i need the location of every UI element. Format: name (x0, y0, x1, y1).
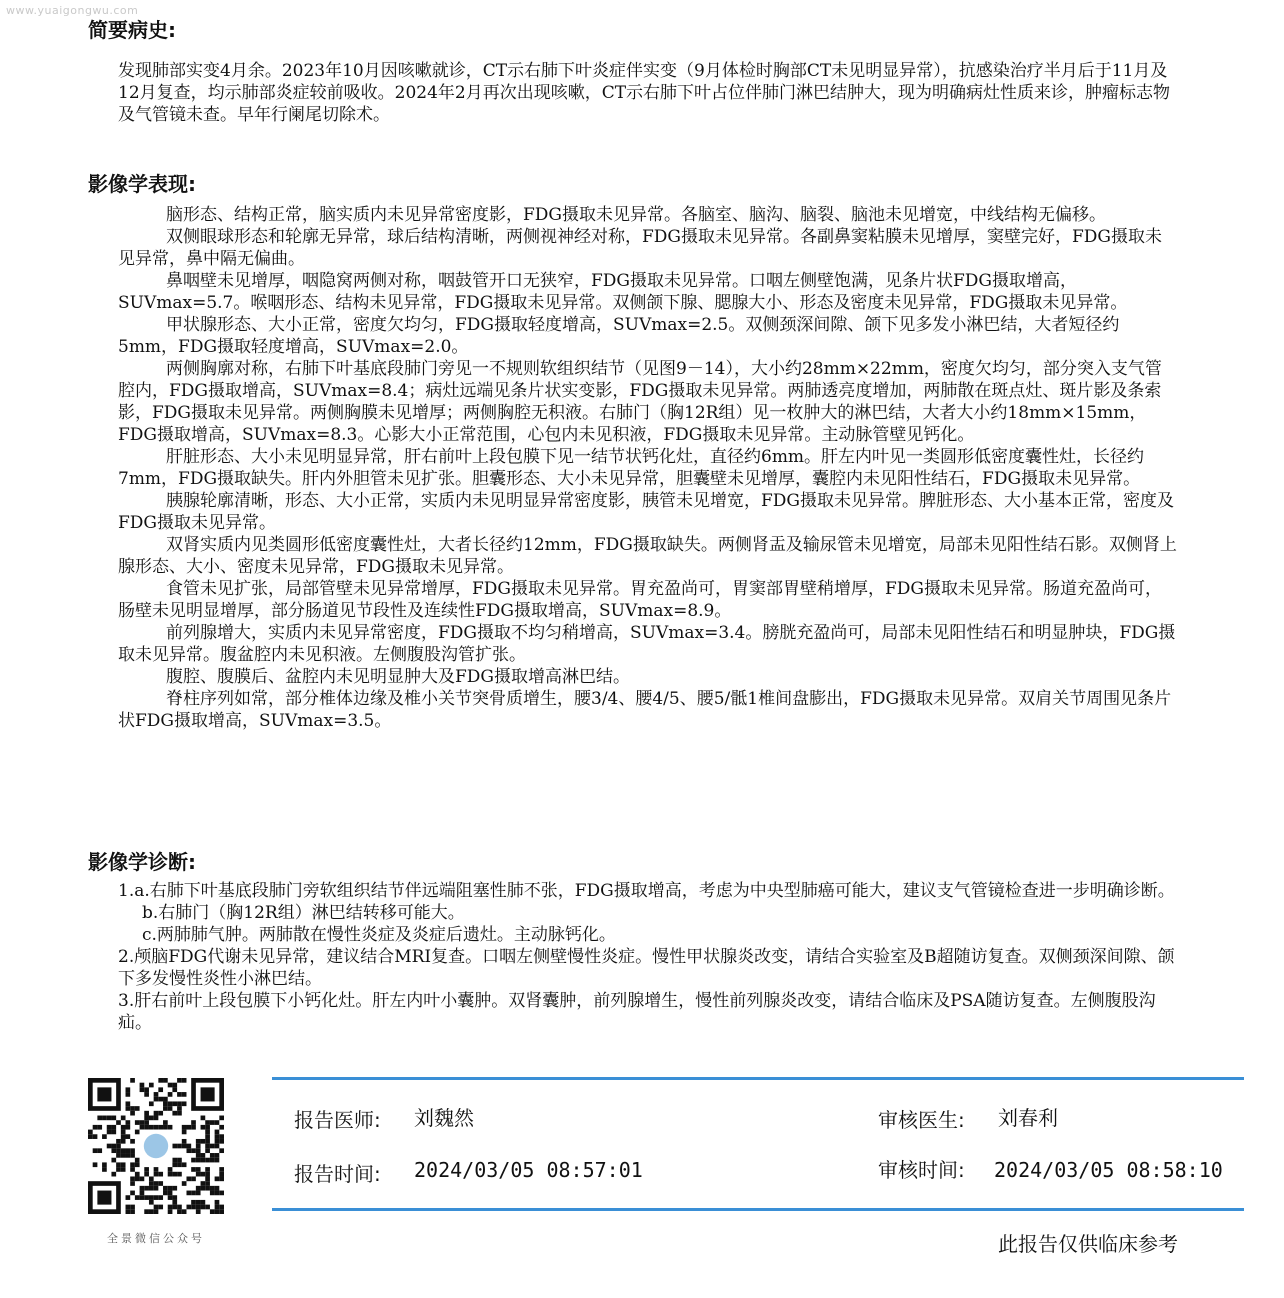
review-time-label: 审核时间: (878, 1158, 965, 1182)
report-time-value: 2024/03/05 08:57:01 (414, 1158, 643, 1182)
report-doctor-label: 报告医师: (294, 1108, 381, 1132)
findings-paragraph: 双侧眼球形态和轮廓无异常，球后结构清晰，两侧视神经对称，FDG摄取未见异常。各副鼻窦粘膜未见增厚，窦壁完好，FDG摄取未见异常，鼻中隔无偏曲。 (118, 227, 1163, 269)
findings-paragraph: 双肾实质内见类圆形低密度囊性灶，大者长径约12mm，FDG摄取缺失。两侧肾盂及输尿管未见增宽，局部未见阳性结石影。双侧肾上腺形态、大小、密度未见异常，FDG摄取未见异常。 (118, 535, 1177, 577)
diagnosis-line: 1.a.右肺下叶基底段肺门旁软组织结节伴远端阻塞性肺不张，FDG摄取增高，考虑为中央型肺癌可能大，建议支气管镜检查进一步明确诊断。 (118, 881, 1175, 901)
qr-code-image (88, 1078, 224, 1214)
signature-bottom-rule (272, 1208, 1244, 1211)
findings-section (118, 204, 1178, 732)
diagnosis-line: 2.颅脑FDG代谢未见异常，建议结合MRI复查。口咽左侧壁慢性炎症。慢性甲状腺炎改变，请结合实验室及B超随访复查。双侧颈深间隙、颌下多发慢性炎性小淋巴结。 (118, 947, 1175, 989)
diagnosis-line: b.右肺门（胸12R组）淋巴结转移可能大。 (142, 903, 465, 923)
watermark-text: www.yuaigongwu.com (6, 4, 139, 17)
history-section (118, 60, 1178, 126)
findings-paragraph: 腹腔、腹膜后、盆腔内未见明显肿大及FDG摄取增高淋巴结。 (166, 667, 631, 687)
findings-paragraph: 肝脏形态、大小未见明显异常，肝右前叶上段包膜下见一结节状钙化灶，直径约6mm。肝左内叶见一类圆形低密度囊性灶，长径约7mm，FDG摄取缺失。肝内外胆管未见扩张。胆囊形态、大小未见异常，胆囊壁未见增厚，囊腔内未见阳性结石，FDG摄取未见异常。 (118, 447, 1145, 489)
review-time-value: 2024/03/05 08:58:10 (994, 1158, 1223, 1182)
findings-heading: 影像学表现: (88, 172, 196, 196)
findings-paragraph: 两侧胸廓对称，右肺下叶基底段肺门旁见一不规则软组织结节（见图9－14），大小约28mm×22mm，密度欠均匀，部分突入支气管腔内，FDG摄取增高，SUVmax=8.4；病灶远端见条片状实变影，FDG摄取未见异常。两肺透亮度增加，两肺散在斑点灶、斑片影及条索影，FDG摄取未见异常。两侧胸膜未见增厚；两侧胸腔无积液。右肺门（胸12R组）见一枚肿大的淋巴结，大者大小约18mm×15mm，FDG摄取增高，SUVmax=8.3。心影大小正常范围，心包内未见积液，FDG摄取未见异常。主动脉管壁见钙化。 (118, 359, 1162, 445)
review-doctor-label: 审核医生: (878, 1108, 965, 1132)
disclaimer-text: 此报告仅供临床参考 (998, 1232, 1178, 1256)
history-heading: 简要病史: (88, 18, 176, 42)
findings-paragraph: 脑形态、结构正常，脑实质内未见异常密度影，FDG摄取未见异常。各脑室、脑沟、脑裂、脑池未见增宽，中线结构无偏移。 (166, 205, 1107, 225)
findings-paragraph: 食管未见扩张，局部管壁未见异常增厚，FDG摄取未见异常。胃充盈尚可，胃窦部胃壁稍增厚，FDG摄取未见异常。肠道充盈尚可，肠壁未见明显增厚，部分肠道见节段性及连续性FDG摄取增高，SUVmax=8.9。 (118, 579, 1163, 621)
diagnosis-heading: 影像学诊断: (88, 850, 196, 874)
report-time-label: 报告时间: (294, 1162, 381, 1186)
findings-paragraph: 前列腺增大，实质内未见异常密度，FDG摄取不均匀稍增高，SUVmax=3.4。膀胱充盈尚可，局部未见阳性结石和明显肿块，FDG摄取未见异常。腹盆腔内未见积液。左侧腹股沟管扩张。 (118, 623, 1176, 665)
signature-top-rule (272, 1077, 1244, 1080)
diagnosis-line: 3.肝右前叶上段包膜下小钙化灶。肝左内叶小囊肿。双肾囊肿，前列腺增生，慢性前列腺炎改变，请结合临床及PSA随访复查。左侧腹股沟疝。 (118, 991, 1156, 1033)
history-text: 发现肺部实变4月余。2023年10月因咳嗽就诊，CT示右肺下叶炎症伴实变（9月体检时胸部CT未见明显异常），抗感染治疗半月后于11月及12月复查，均示肺部炎症较前吸收。2024年2月再次出现咳嗽，CT示右肺下叶占位伴肺门淋巴结肿大，现为明确病灶性质来诊，肿瘤标志物及气管镜未查。早年行阑尾切除术。 (118, 61, 1171, 125)
findings-paragraph: 胰腺轮廓清晰，形态、大小正常，实质内未见明显异常密度影，胰管未见增宽，FDG摄取未见异常。脾脏形态、大小基本正常，密度及FDG摄取未见异常。 (118, 491, 1175, 533)
findings-paragraph: 脊柱序列如常，部分椎体边缘及椎小关节突骨质增生，腰3/4、腰4/5、腰5/骶1椎间盘膨出，FDG摄取未见异常。双肩关节周围见条片状FDG摄取增高，SUVmax=3.5。 (118, 689, 1172, 731)
review-doctor-name: 刘春利 (998, 1106, 1058, 1130)
qr-caption: 全景微信公众号 (107, 1232, 205, 1245)
report-doctor-name: 刘魏然 (414, 1106, 474, 1130)
diagnosis-section (118, 880, 1178, 1034)
findings-paragraph: 甲状腺形态、大小正常，密度欠均匀，FDG摄取轻度增高，SUVmax=2.5。双侧颈深间隙、颌下见多发小淋巴结，大者短径约5mm，FDG摄取轻度增高，SUVmax=2.0。 (118, 315, 1120, 357)
findings-paragraph: 鼻咽壁未见增厚，咽隐窝两侧对称，咽鼓管开口无狭窄，FDG摄取未见异常。口咽左侧壁饱满，见条片状FDG摄取增高，SUVmax=5.7。喉咽形态、结构未见异常，FDG摄取未见异常。双侧颌下腺、腮腺大小、形态及密度未见异常，FDG摄取未见异常。 (118, 271, 1128, 313)
diagnosis-line: c.两肺肺气肿。两肺散在慢性炎症及炎症后遗灶。主动脉钙化。 (142, 925, 616, 945)
